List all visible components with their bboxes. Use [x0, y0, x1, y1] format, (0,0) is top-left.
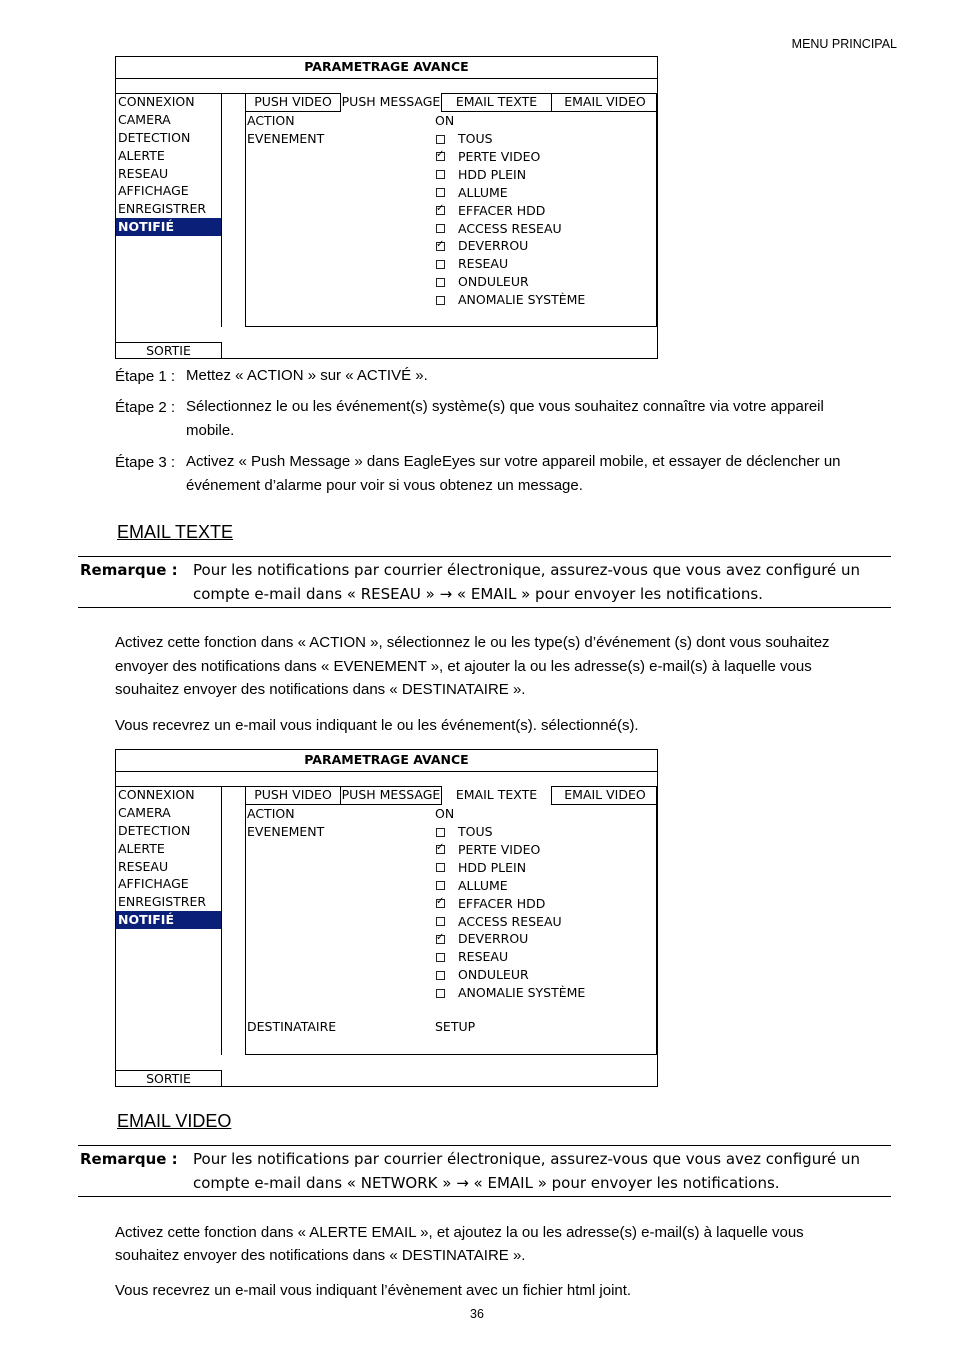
section-header: MENU PRINCIPAL [791, 37, 897, 51]
event-checkbox[interactable] [436, 935, 445, 944]
menu-content [245, 786, 657, 1055]
remark-label: Remarque : [80, 561, 178, 579]
recipient-setup-button[interactable]: SETUP [435, 1019, 476, 1034]
event-checkbox[interactable] [436, 206, 445, 215]
step-3-label: Étape 3 : [115, 454, 176, 471]
tab-push-message[interactable]: PUSH MESSAGE [341, 93, 442, 112]
sidebar-item-connexion[interactable]: CONNEXION [118, 94, 195, 109]
event-label-item: DEVERROU [458, 931, 529, 947]
event-checkbox[interactable] [436, 260, 445, 269]
event-label-item: TOUS [458, 131, 493, 146]
event-label-item: ANOMALIE SYSTÈME [458, 985, 586, 1001]
event-checkbox[interactable] [436, 989, 445, 998]
event-checkbox[interactable] [436, 242, 445, 251]
step-1-text: Mettez « ACTION » sur « ACTIVÉ ». [186, 367, 428, 384]
remark-box [78, 556, 891, 608]
event-label: EVENEMENT [247, 131, 325, 146]
event-label-item: ALLUME [458, 877, 508, 893]
event-label-item: ACCESS RESEAU [458, 913, 562, 929]
action-value[interactable]: ON [435, 806, 455, 821]
email-video-paragraph-line-1: Activez cette fonction dans « ALERTE EMAIL », et ajoutez la ou les adresse(s) e-mail(s) à laquelle vous [115, 1224, 804, 1241]
sidebar-item-camera[interactable]: CAMERA [118, 804, 171, 820]
remark-line-1: Pour les notifications par courrier électronique, assurez-vous que vous avez configuré un [193, 1150, 861, 1168]
sidebar-item-enregistrer[interactable]: ENREGISTRER [118, 894, 207, 910]
event-checkbox[interactable] [436, 845, 445, 854]
event-checkbox[interactable] [436, 296, 445, 305]
event-label-item: DEVERROU [458, 238, 529, 254]
email-texte-paragraph-2: Vous recevrez un e-mail vous indiquant le ou les événement(s). sélectionné(s). [115, 717, 639, 734]
event-label-item: RESEAU [458, 949, 509, 965]
settings-menu-push-message [115, 56, 658, 359]
sidebar-item-notifie[interactable]: NOTIFIÉ [116, 911, 221, 929]
sidebar-item-notifie[interactable]: NOTIFIÉ [116, 218, 221, 236]
event-checkbox[interactable] [436, 170, 445, 179]
step-3-text: Activez « Push Message » dans EagleEyes sur votre appareil mobile, et essayer de déclencher un [186, 453, 841, 470]
action-label: ACTION [247, 806, 295, 821]
tab-email-video[interactable]: EMAIL VIDEO [564, 94, 646, 109]
page-number: 36 [470, 1307, 484, 1321]
event-checkbox[interactable] [436, 881, 445, 890]
event-label-item: PERTE VIDEO [458, 841, 541, 857]
tab-push-message[interactable]: PUSH MESSAGE [341, 787, 441, 802]
tab-bar [246, 786, 656, 805]
email-texte-paragraph-line-1: Activez cette fonction dans « ACTION », sélectionnez le ou les type(s) d’événement (s) dont vous souhaitez [115, 634, 830, 651]
sidebar-item-detection[interactable]: DETECTION [118, 129, 191, 145]
event-label-item: EFFACER HDD [458, 202, 546, 218]
recipient-label: DESTINATAIRE [247, 1019, 337, 1034]
exit-button[interactable]: SORTIE [116, 1070, 222, 1086]
menu-sidebar [116, 786, 222, 1055]
event-checkbox[interactable] [436, 224, 445, 233]
event-checkbox[interactable] [436, 953, 445, 962]
section-title-email-video: EMAIL VIDEO [117, 1111, 232, 1131]
sidebar-item-alerte[interactable]: ALERTE [118, 840, 165, 856]
event-checkbox[interactable] [436, 135, 445, 144]
remark-label: Remarque : [80, 1150, 178, 1168]
remark-text [193, 558, 891, 606]
step-3-text-cont: événement d’alarme pour voir si vous obtenez un message. [186, 477, 583, 494]
menu-title: PARAMETRAGE AVANCE [304, 752, 469, 767]
remark-box [78, 1145, 891, 1197]
menu-sidebar [116, 93, 222, 327]
tab-email-texte[interactable]: EMAIL TEXTE [442, 93, 552, 111]
step-2-text: Sélectionnez le ou les événement(s) système(s) que vous souhaitez connaître via votre appareil [186, 398, 824, 415]
tab-push-video[interactable]: PUSH VIDEO [246, 786, 341, 804]
sidebar-item-detection[interactable]: DETECTION [118, 822, 191, 838]
remark-line-2: compte e-mail dans « RESEAU » → « EMAIL » pour envoyer les notifications. [193, 585, 763, 603]
menu-content [245, 93, 657, 327]
section-title-email-texte: EMAIL TEXTE [117, 522, 234, 542]
event-checkbox[interactable] [436, 899, 445, 908]
event-label-item: RESEAU [458, 256, 509, 272]
sidebar-item-alerte[interactable]: ALERTE [118, 147, 165, 163]
event-checkbox[interactable] [436, 971, 445, 980]
tab-bar [246, 93, 656, 112]
sidebar-item-reseau[interactable]: RESEAU [118, 858, 169, 874]
action-label: ACTION [247, 113, 295, 128]
remark-line-1: Pour les notifications par courrier électronique, assurez-vous que vous avez configuré un [193, 561, 861, 579]
event-checkbox[interactable] [436, 152, 445, 161]
sidebar-item-affichage[interactable]: AFFICHAGE [118, 183, 189, 199]
event-label-item: ONDULEUR [458, 274, 529, 290]
tab-email-video[interactable]: EMAIL VIDEO [564, 787, 646, 802]
event-label-item: ALLUME [458, 184, 508, 200]
sidebar-item-reseau[interactable]: RESEAU [118, 165, 169, 181]
email-texte-paragraph-line-3: souhaitez envoyer des notifications dans « DESTINATAIRE ». [115, 681, 526, 698]
event-label-item: HDD PLEIN [458, 166, 527, 182]
event-label: EVENEMENT [247, 824, 325, 839]
remark-line-2: compte e-mail dans « NETWORK » → « EMAIL » pour envoyer les notifications. [193, 1174, 780, 1192]
event-label-item: TOUS [458, 824, 493, 839]
event-checkbox[interactable] [436, 917, 445, 926]
exit-button[interactable]: SORTIE [116, 342, 222, 358]
event-label-item: ANOMALIE SYSTÈME [458, 292, 586, 308]
settings-menu-email-texte [115, 749, 658, 1087]
menu-title: PARAMETRAGE AVANCE [304, 59, 469, 74]
sidebar-item-enregistrer[interactable]: ENREGISTRER [118, 201, 207, 217]
step-1-label: Étape 1 : [115, 368, 176, 385]
event-label-item: PERTE VIDEO [458, 148, 541, 164]
sidebar-item-connexion[interactable]: CONNEXION [118, 787, 195, 802]
event-label-item: EFFACER HDD [458, 895, 546, 911]
event-checkbox[interactable] [436, 278, 445, 287]
tab-email-texte[interactable]: EMAIL TEXTE [442, 786, 552, 805]
event-label-item: ACCESS RESEAU [458, 220, 562, 236]
remark-text [193, 1147, 891, 1195]
step-2-label: Étape 2 : [115, 399, 176, 416]
sidebar-item-camera[interactable]: CAMERA [118, 111, 171, 127]
event-checkbox[interactable] [436, 863, 445, 872]
event-label-item: HDD PLEIN [458, 859, 527, 875]
email-video-paragraph-2: Vous recevrez un e-mail vous indiquant l’évènement avec un fichier html joint. [115, 1282, 632, 1299]
sidebar-item-affichage[interactable]: AFFICHAGE [118, 876, 189, 892]
step-2-text-cont: mobile. [186, 422, 235, 439]
event-label-item: ONDULEUR [458, 967, 529, 983]
event-checkbox[interactable] [436, 828, 445, 837]
event-checkbox[interactable] [436, 188, 445, 197]
tab-push-video[interactable]: PUSH VIDEO [246, 93, 341, 111]
email-texte-paragraph-line-2: envoyer des notifications dans « EVENEMENT », et ajouter la ou les adresse(s) e-mail(s) à laquelle vous [115, 658, 812, 675]
action-value[interactable]: ON [435, 113, 455, 128]
email-video-paragraph-line-2: souhaitez envoyer des notifications dans « DESTINATAIRE ». [115, 1247, 526, 1264]
